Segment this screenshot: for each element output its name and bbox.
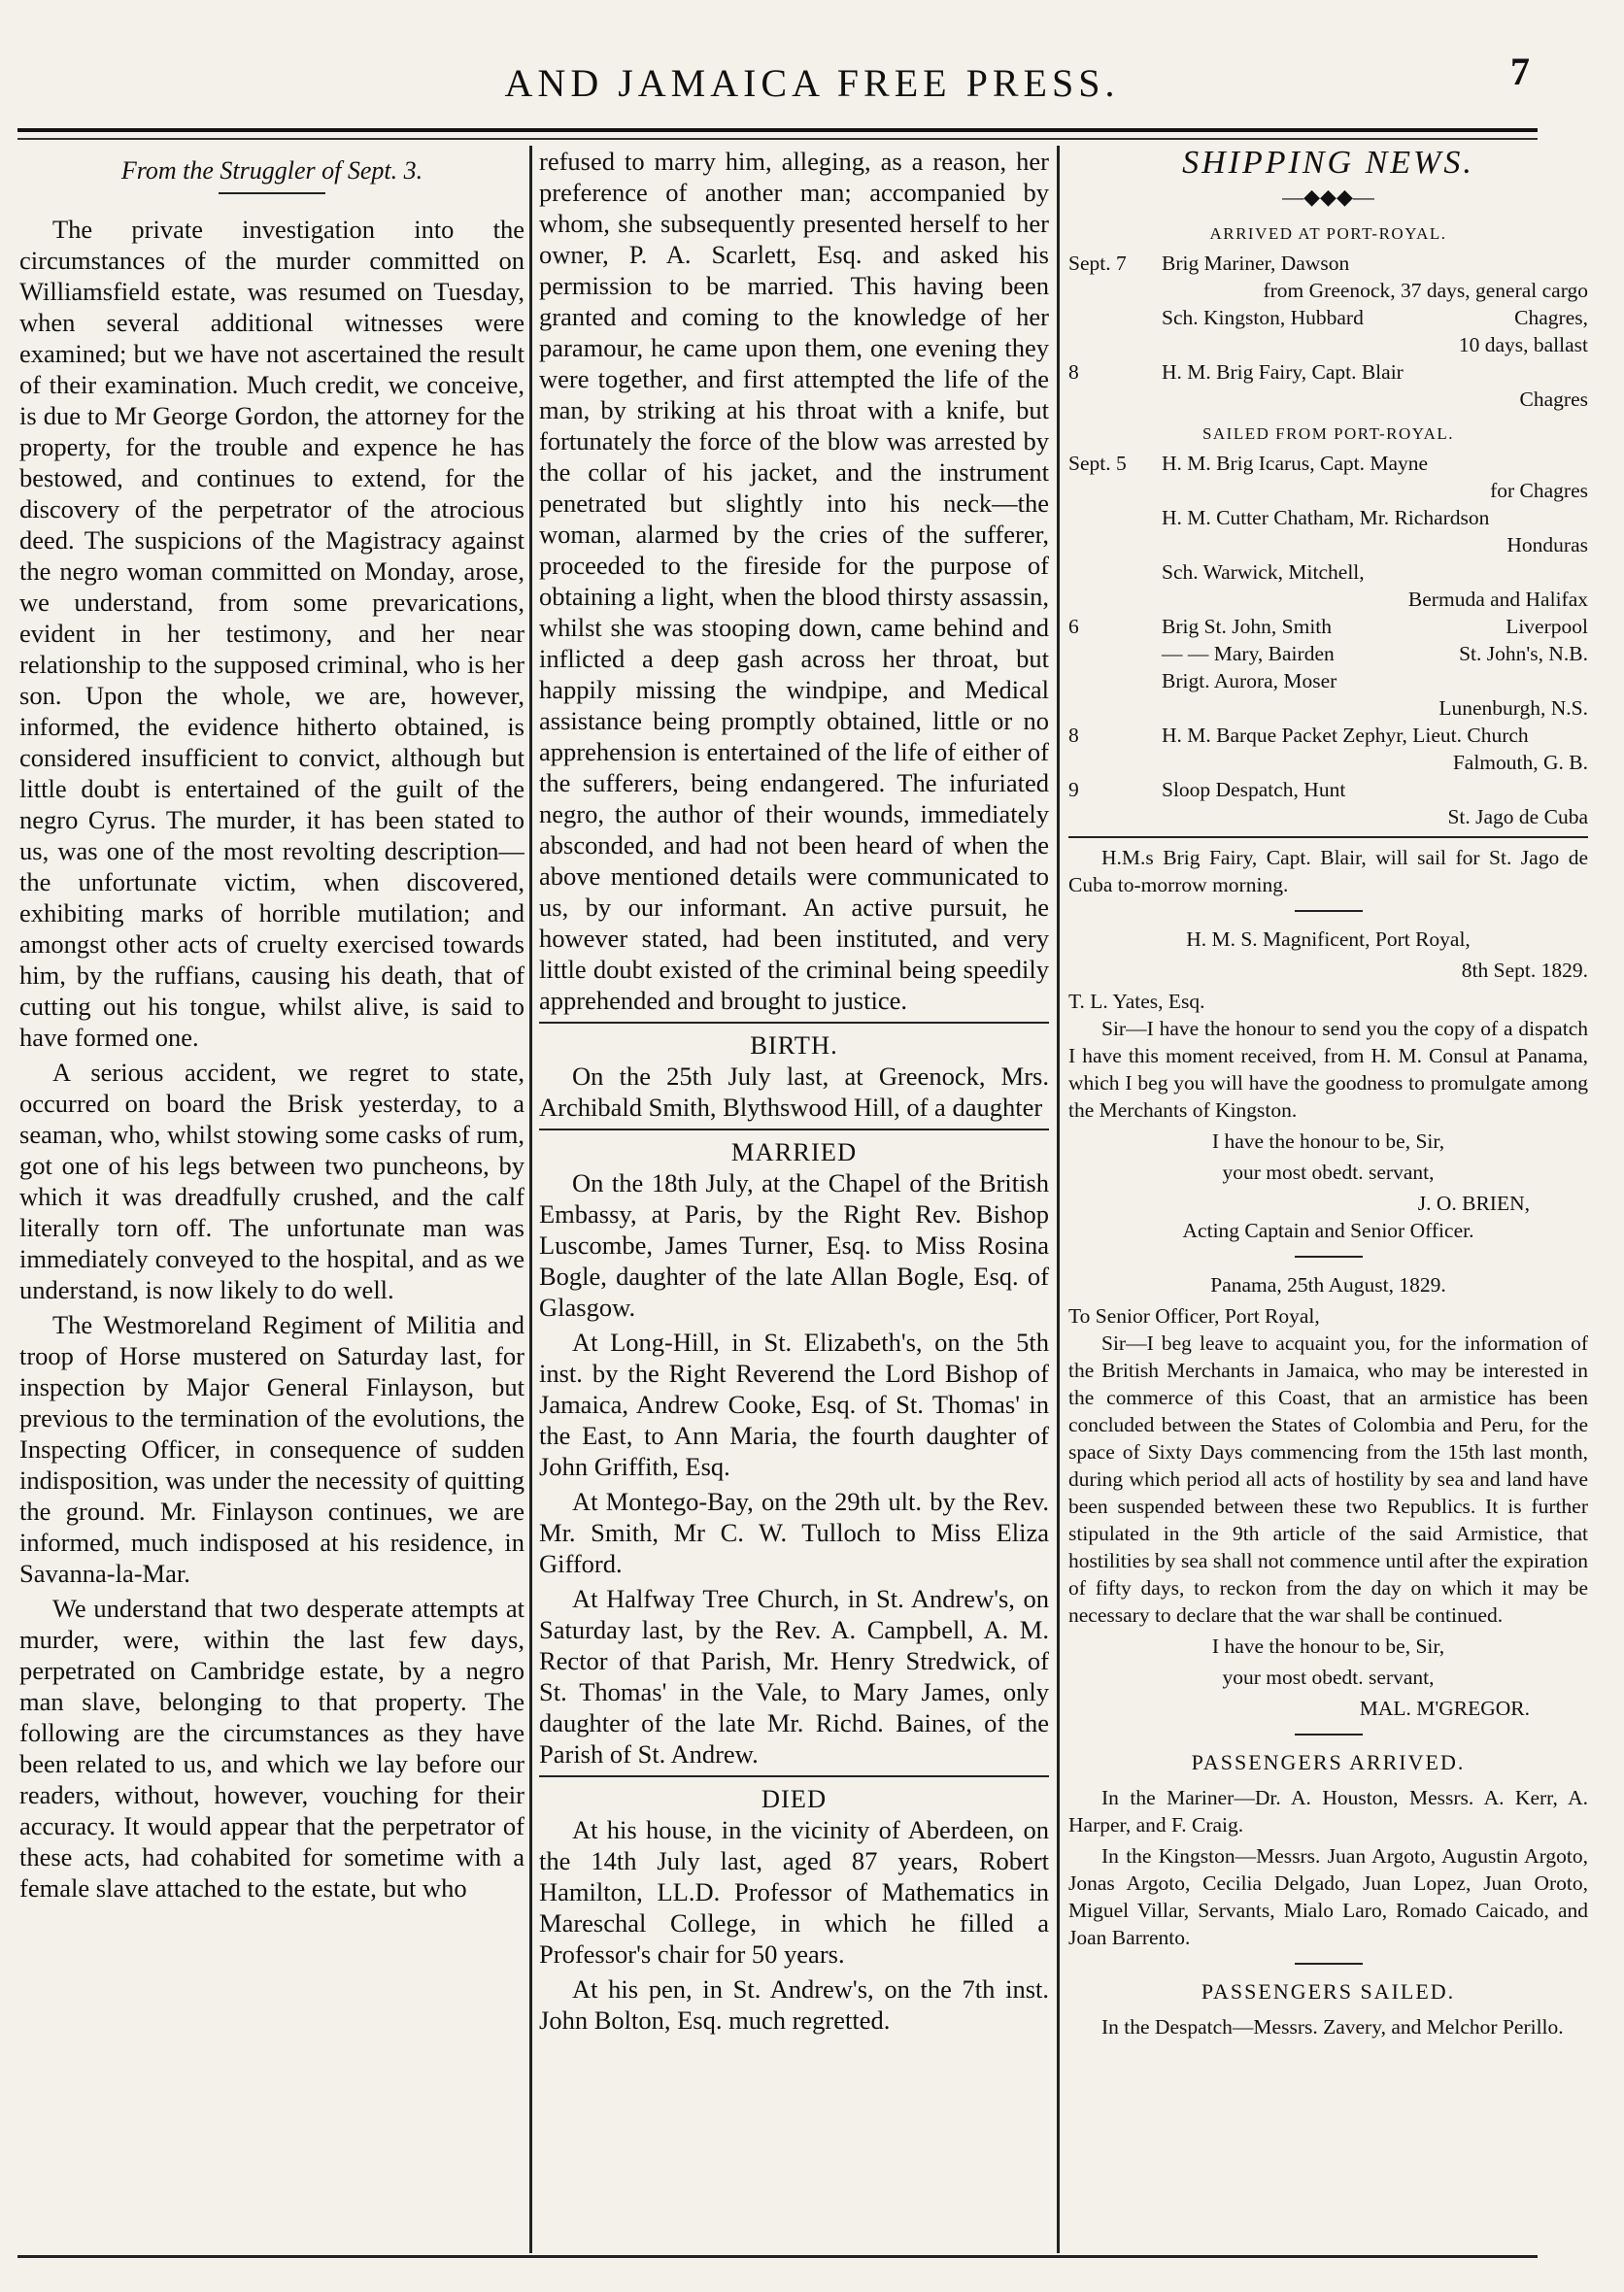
article-westmoreland-militia: The Westmoreland Regiment of Militia and troop of Horse mustered on Saturday last, for inspection by Major General Finlayson, but previous to the termination of the evolutions, the Inspecting Officer, in consequence of sudden indisposition, was under the necessity of quitting the ground. Mr. Finlayson continues, we are informed, much indisposed at his residence, in Savanna-la-Mar.	[19, 1310, 524, 1588]
column-shipping	[1068, 146, 1588, 2245]
passengers-sailed-1: In the Despatch—Messrs. Zavery, and Melchor Perillo.	[1101, 2015, 1564, 2039]
letter-2-closing-2: your most obedt. servant,	[1222, 1666, 1435, 1689]
column-notices	[539, 146, 1049, 2245]
divider	[1295, 1734, 1363, 1736]
column-rule-right	[1057, 146, 1060, 2253]
death-notice-2: At his pen, in St. Andrew's, on the 7th inst. John Bolton, Esq. much regretted.	[539, 1974, 1049, 2035]
letter-1-date: 8th Sept. 1829.	[1461, 959, 1588, 982]
page-number: 7	[1510, 50, 1530, 93]
died-heading: DIED	[761, 1784, 828, 1813]
ship-entry: — — Mary, Bairden St. John's, N.B.	[1162, 642, 1588, 665]
letter-1-title: Acting Captain and Senior Officer.	[1182, 1219, 1474, 1242]
ship-entry: 10 days, ballast	[1458, 333, 1588, 356]
birth-heading: BIRTH.	[750, 1030, 838, 1060]
letter-1-signature: J. O. BRIEN,	[1417, 1192, 1530, 1215]
ship-entry: Honduras	[1506, 533, 1588, 556]
letter-2-closing: I have the honour to be, Sir,	[1211, 1635, 1445, 1658]
divider	[1295, 1963, 1363, 1965]
ship-entry: Chagres	[1519, 388, 1588, 411]
ship-entry: Brigt. Aurora, Moser	[1162, 669, 1337, 692]
divider	[219, 192, 325, 194]
divider	[539, 1129, 1049, 1130]
birth-notice: On the 25th July last, at Greenock, Mrs. Archibald Smith, Blythswood Hill, of a daughter	[539, 1062, 1049, 1122]
death-notice-1: At his house, in the vicinity of Aberdeen, on the 14th July last, aged 87 years, Robert Hamilton, LL.D. Professor of Mathematics in Mareschal College, in which he filled a Professor's chair for 50 years.	[539, 1815, 1049, 1969]
passengers-arrived-2: In the Kingston—Messrs. Juan Argoto, Augustin Argoto, Jonas Argoto, Cecilia Delgado, Juan Lopez, Juan Oroto, Miguel Villar, Servants, Mialo Laro, Romado Caicado, and Joan Barrento.	[1068, 1844, 1588, 1949]
married-heading: MARRIED	[730, 1137, 858, 1166]
letter-2-body: Sir—I beg leave to acquaint you, for the information of the British Merchants in Jamaica, who may be interested in the commerce of this Coast, that an armistice has been concluded between the States of Colombia and Peru, for the space of Sixty Days commencing from the 15th last month, during which period all acts of hostility by sea and land have been suspended between these two Republics. It is further stipulated in the 9th article of the said Armistice, that hostilities by sea shall not commence until after the expiration of fifty days, to reckon from the day on which it may be necessary to declare that the war shall be continued.	[1068, 1331, 1588, 1627]
letter-1-from: H. M. S. Magnificent, Port Royal,	[1186, 927, 1471, 951]
divider	[539, 1022, 1049, 1024]
ship-entry: 8 H. M. Brig Fairy, Capt. Blair	[1068, 360, 1404, 384]
ship-entry: Sch. Warwick, Mitchell,	[1162, 560, 1365, 584]
source-line: From the Struggler of Sept. 3.	[120, 156, 423, 185]
ship-entry: St. Jago de Cuba	[1447, 805, 1588, 828]
marriage-notice-3: At Montego-Bay, on the 29th ult. by the Rev. Mr. Smith, Mr C. W. Tulloch to Miss Eliza Gifford.	[539, 1487, 1049, 1578]
letter-2-addressee: To Senior Officer, Port Royal,	[1068, 1304, 1320, 1328]
marriage-notice-1: On the 18th July, at the Chapel of the British Embassy, at Paris, by the Right Rev. Bishop Luscombe, James Turner, Esq. to Miss Rosina Bogle, daughter of the late Allan Bogle, Esq. of Glasgow.	[539, 1168, 1049, 1322]
passengers-arrived-1: In the Mariner—Dr. A. Houston, Messrs. A. Kerr, A. Harper, and F. Craig.	[1068, 1786, 1588, 1837]
shipping-heading: SHIPPING NEWS.	[1182, 146, 1474, 181]
marriage-notice-2: At Long-Hill, in St. Elizabeth's, on the 5th inst. by the Right Reverend the Lord Bishop of Jamaica, Andrew Cooke, Esq. of St. Thomas' in the East, to Ann Maria, the fourth daughter of John Griffith, Esq.	[539, 1328, 1049, 1481]
arrived-heading: ARRIVED AT PORT-ROYAL.	[1209, 224, 1447, 243]
footer-rule	[17, 2255, 1538, 2258]
ornament-divider: —◆◆◆—	[1282, 185, 1374, 209]
article-cambridge-continued: refused to marry him, alleging, as a reason, her preference of another man; accompanied by whom, she subsequently presented herself to her owner, P. A. Scarlett, Esq. and asked his permission to be married. This having been granted and coming to the knowledge of her paramour, he came upon them, one evening they were together, and first attempted the life of the man, by striking at his throat with a knife, but fortunately the force of the blow was arrested by the collar of his jacket, and the instrument penetrated but slightly into his neck—the woman, alarmed by the cries of the sufferer, proceeded to the fireside for the purpose of obtaining a light, when the blood thirsty assassin, whilst she was stooping down, came behind and inflicted a deep gash across her throat, but happily missing the windpipe, and Medical assistance being promptly obtained, little or no apprehension is entertained of the life of either of the sufferers, being endangered. The infuriated negro, the author of their wounds, immediately absconded, and had not been heard of when the above mentioned details were communicated to us, by our informant. An active pursuit, he however stated, had been instituted, and very little doubt existed of the criminal being speedily apprehended and brought to justice.	[539, 147, 1049, 1015]
ship-entry: Bermuda and Halifax	[1407, 588, 1588, 611]
article-williamsfield: The private investigation into the circumstances of the murder committed on Williamsfield estate, was resumed on Tuesday, when several additional witnesses were examined; but we have not ascertained the result of their examination. Much credit, we conceive, is due to Mr George Gordon, the attorney for the property, for the trouble and expence he has bestowed, and continues to extend, for the discovery of the perpetrator of the atrocious deed. The suspicions of the Magistracy against the negro woman committed on Monday, arose, we understand, from some prevarications, evident in her testimony, and her near relationship to the supposed criminal, who is her son. Upon the whole, we are, however, informed, the evidence hitherto obtained, is considered insufficient to convict, although but little doubt is entertained of the guilt of the negro Cyrus. The murder, it has been stated to us, was one of the most revolting description—the unfortunate victim, when discovered, exhibiting marks of horrible mutilation; and amongst other acts of cruelty exercised towards him, by the ruffians, causing his death, that of cutting out his tongue, whilst alive, is said to have formed one.	[19, 215, 524, 1052]
letter-2-signature: MAL. M'GREGOR.	[1359, 1697, 1530, 1720]
letter-1-closing-2: your most obedt. servant,	[1222, 1161, 1435, 1184]
header-rule-thin	[17, 138, 1538, 140]
divider	[1295, 910, 1363, 912]
passengers-sailed-heading: PASSENGERS SAILED.	[1201, 1979, 1456, 2004]
ship-entry: Lunenburgh, N.S.	[1438, 696, 1588, 720]
letter-1-closing: I have the honour to be, Sir,	[1211, 1129, 1445, 1153]
divider	[1295, 1256, 1363, 1258]
article-brisk-accident: A serious accident, we regret to state, occurred on board the Brisk yesterday, to a seaman, who, whilst stowing some casks of rum, got one of his legs between two puncheons, by which it was dreadfully crushed, and the calf literally torn off. The unfortunate man was immediately conveyed to the hospital, and as we understand, is now likely to do well.	[19, 1058, 524, 1304]
ship-entry: H. M. Cutter Chatham, Mr. Richardson	[1162, 506, 1490, 529]
divider	[1068, 836, 1588, 838]
sailing-notice: H.M.s Brig Fairy, Capt. Blair, will sail for St. Jago de Cuba to-morrow morning.	[1068, 846, 1588, 896]
marriage-notice-4: At Halfway Tree Church, in St. Andrew's, on Saturday last, by the Rev. A. Campbell, A. M. Rector of that Parish, Mr. Henry Stredwick, of St. Thomas' in the Vale, to Mary James, only daughter of the late Mr. Richd. Baines, of the Parish of St. Andrew.	[539, 1584, 1049, 1769]
ship-entry: from Greenock, 37 days, general cargo	[1263, 279, 1588, 302]
column-rule-left	[529, 146, 532, 2253]
ship-entry: for Chagres	[1490, 479, 1588, 502]
article-cambridge-estate: We understand that two desperate attempts at murder, were, within the last few days, perpetrated on Cambridge estate, by a negro man slave, belonging to that property. The following are the circumstances as they have been related to us, and which we lay before our readers, without, however, vouching for their accuracy. It would appear that the perpetrator of these acts, had cohabited for sometime with a female slave attached to the estate, but who	[19, 1594, 524, 1903]
divider	[539, 1775, 1049, 1777]
letter-1-body: Sir—I have the honour to send you the copy of a dispatch I have this moment received, from H. M. Consul at Panama, which I beg you will have the goodness to promulgate among the Merchants of Kingston.	[1068, 1017, 1588, 1122]
letter-2-date: Panama, 25th August, 1829.	[1210, 1273, 1446, 1297]
ship-entry: 6 Brig St. John, Smith Liverpool	[1068, 615, 1588, 638]
ship-entry: 9 Sloop Despatch, Hunt	[1068, 778, 1346, 801]
column-local-news	[19, 146, 524, 2245]
passengers-arrived-heading: PASSENGERS ARRIVED.	[1191, 1750, 1466, 1774]
ship-entry: 8 H. M. Barque Packet Zephyr, Lieut. Church	[1068, 724, 1529, 747]
ship-entry: Falmouth, G. B.	[1452, 751, 1588, 774]
masthead: AND JAMAICA FREE PRESS.	[504, 61, 1120, 105]
ship-entry: Sept. 7 Brig Mariner, Dawson	[1068, 252, 1350, 275]
sailed-heading: SAILED FROM PORT-ROYAL.	[1201, 424, 1455, 443]
letter-1-addressee: T. L. Yates, Esq.	[1068, 990, 1205, 1013]
header-rule	[17, 128, 1538, 132]
ship-entry: Sept. 5 H. M. Brig Icarus, Capt. Mayne	[1068, 452, 1429, 475]
ship-entry: Sch. Kingston, Hubbard Chagres,	[1162, 306, 1588, 329]
